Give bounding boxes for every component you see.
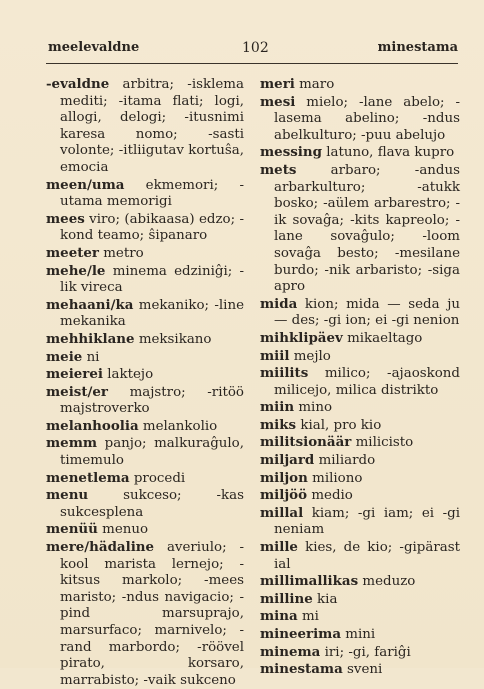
- dictionary-entry: [260, 452, 460, 470]
- definition: mekaniko; -line mekanika: [60, 297, 244, 330]
- dictionary-entry: [260, 417, 460, 435]
- dictionary-entry: [260, 608, 460, 626]
- dictionary-entry: [46, 366, 244, 384]
- dictionary-entry: [260, 591, 460, 609]
- definition: meduzo: [362, 574, 416, 590]
- headword: meen/uma: [46, 176, 125, 193]
- headword: mere/hädaline: [46, 539, 155, 556]
- dictionary-entry: [260, 365, 460, 399]
- dictionary-entry: [260, 144, 460, 162]
- definition: kies, de kio; -gipärast ial: [274, 540, 460, 572]
- definition: arbaro; -andus arbarkulturo; -atukk bosko; -aülem arbarestro; -ik sovaĝa; -kits kapreolo; -lane sovaĝulo; -loom sovaĝa besto; -mesilane burdo; -nik arbaristo; -siga apro: [274, 162, 460, 295]
- headword: meist/er: [46, 383, 108, 400]
- dictionary-entry: [46, 263, 244, 297]
- definition: mi: [301, 609, 319, 625]
- headword: milline: [260, 590, 313, 607]
- definition: milico; -ajaoskond milicejo, milica distrikto: [274, 366, 460, 398]
- headword: mille: [260, 539, 298, 556]
- dictionary-entry: [46, 435, 244, 469]
- left-column: [46, 76, 244, 689]
- headword: meie: [46, 348, 83, 365]
- headword: memm: [46, 435, 98, 452]
- headword: militsionäär: [260, 434, 352, 451]
- definition: melankolio: [142, 418, 218, 434]
- headword: mihklipäev: [260, 329, 343, 346]
- dictionary-entry: [260, 644, 460, 662]
- definition: meksikano: [138, 331, 212, 347]
- dictionary-entry: [46, 76, 244, 177]
- definition: sveni: [347, 662, 383, 678]
- headword: miljard: [260, 452, 315, 469]
- headword: messing: [260, 144, 322, 161]
- definition: procedi: [133, 470, 186, 486]
- definition: miliono: [312, 470, 363, 486]
- definition: averiulo; -kool marista lernejo; -kitsus markolo; -mees maristo; -ndus navigacio; -pind marsuprajo, marsurfaco; marnivelo; -rand marbordo; -röövel pirato, korsaro, marrabisto; -vaik sukceno: [60, 540, 244, 688]
- dictionary-entry: [260, 330, 460, 348]
- definition: minema edziniĝi; -lik vireca: [60, 263, 244, 296]
- definition: kia: [317, 591, 338, 607]
- headword: millal: [260, 504, 304, 521]
- headword: mets: [260, 161, 297, 178]
- definition: laktejo: [107, 367, 154, 383]
- dictionary-entry: [260, 162, 460, 296]
- dictionary-entry: [46, 297, 244, 331]
- dictionary-entry: [260, 399, 460, 417]
- headword: -evaldne: [46, 76, 110, 92]
- headword: meri: [260, 76, 295, 92]
- definition: mino: [298, 400, 333, 416]
- headword: menüü: [46, 521, 98, 538]
- dictionary-entry: [46, 245, 244, 263]
- dictionary-entry: [46, 539, 244, 689]
- headword: menu: [46, 487, 89, 504]
- dictionary-entry: [260, 573, 460, 591]
- dictionary-entry: [46, 470, 244, 488]
- definition: kiam; -gi iam; ei -gi neniam: [274, 505, 460, 538]
- headword: miljöö: [260, 487, 308, 504]
- dictionary-entry: [260, 348, 460, 366]
- headword: miilits: [260, 365, 309, 382]
- header-rule: [46, 63, 458, 64]
- definition: menuo: [102, 522, 149, 538]
- dictionary-entry: [46, 521, 244, 539]
- definition: kion; mida — seda ju — des; -gi ion; ei -gi nenion: [274, 296, 460, 329]
- headword: mehhiklane: [46, 330, 135, 347]
- headword: melanhoolia: [46, 417, 139, 434]
- definition: mikaeltago: [347, 330, 423, 346]
- headword: miljon: [260, 469, 308, 486]
- dictionary-entry: [46, 331, 244, 349]
- headword: mina: [260, 608, 298, 625]
- definition: milicisto: [355, 435, 414, 451]
- headword: miil: [260, 347, 290, 364]
- headword: mehaani/ka: [46, 296, 134, 313]
- definition: majstro; -ritöö majstroverko: [60, 384, 244, 417]
- headword: minema: [260, 643, 321, 660]
- dictionary-entry: [46, 349, 244, 367]
- definition: mielo; -lane abelo; -lasema abelino; -ndus abelkulturo; -puu abelujo: [274, 94, 460, 143]
- headword: mida: [260, 295, 298, 312]
- headword: menetlema: [46, 469, 130, 486]
- definition: iri; -gi, fariĝi: [324, 644, 411, 660]
- definition: miliardo: [318, 453, 376, 469]
- definition: latuno, flava kupro: [326, 145, 455, 161]
- dictionary-entry: [260, 434, 460, 452]
- dictionary-entry: [260, 626, 460, 644]
- definition: metro: [103, 245, 144, 261]
- dictionary-entry: [260, 296, 460, 330]
- headword: mesi: [260, 93, 296, 110]
- dictionary-entry: [46, 211, 244, 245]
- right-guide-word: minestama: [377, 40, 458, 55]
- left-guide-word: meelevaldne: [48, 40, 140, 55]
- dictionary-entry: [260, 76, 460, 94]
- dictionary-entry: [260, 505, 460, 539]
- definition: viro; (abikaasa) edzo; -kond teamo; ŝipanaro: [60, 211, 244, 244]
- headword: miin: [260, 399, 295, 416]
- headword: mehe/le: [46, 262, 106, 279]
- definition: arbitra; -isklema mediti; -itama flati; logi, allogi, delogi; -itusnimi karesa nomo; -sasti volonte; -itliigutav kortuŝa, emocia: [60, 77, 244, 175]
- definition: sukceso; -kas sukcesplena: [60, 488, 244, 520]
- definition: medio: [311, 488, 353, 504]
- definition: kial, pro kio: [300, 417, 382, 433]
- definition: maro: [299, 77, 335, 92]
- definition: ni: [86, 349, 100, 365]
- definition: ekmemori; -utama memorigi: [60, 177, 244, 210]
- headword: mees: [46, 210, 85, 227]
- headword: miks: [260, 416, 297, 433]
- dictionary-entry: [46, 177, 244, 211]
- dictionary-entry: [260, 487, 460, 505]
- dictionary-entry: [46, 487, 244, 521]
- dictionary-entry: [260, 94, 460, 145]
- headword: meierei: [46, 366, 103, 383]
- headword: minestama: [260, 661, 343, 678]
- dictionary-entry: [46, 418, 244, 436]
- headword: mineerima: [260, 626, 342, 642]
- page-number: 102: [242, 40, 269, 56]
- dictionary-entry: [260, 470, 460, 488]
- definition: panjo; malkuraĝulo, timemulo: [60, 436, 244, 469]
- headword: millimallikas: [260, 573, 359, 590]
- right-column: [260, 76, 460, 679]
- dictionary-entry: [260, 539, 460, 573]
- page-header: [48, 40, 458, 62]
- dictionary-entry: [46, 384, 244, 418]
- dictionary-entry: [260, 661, 460, 679]
- definition: mejlo: [293, 348, 331, 364]
- headword: meeter: [46, 244, 99, 261]
- definition: mini: [345, 627, 376, 642]
